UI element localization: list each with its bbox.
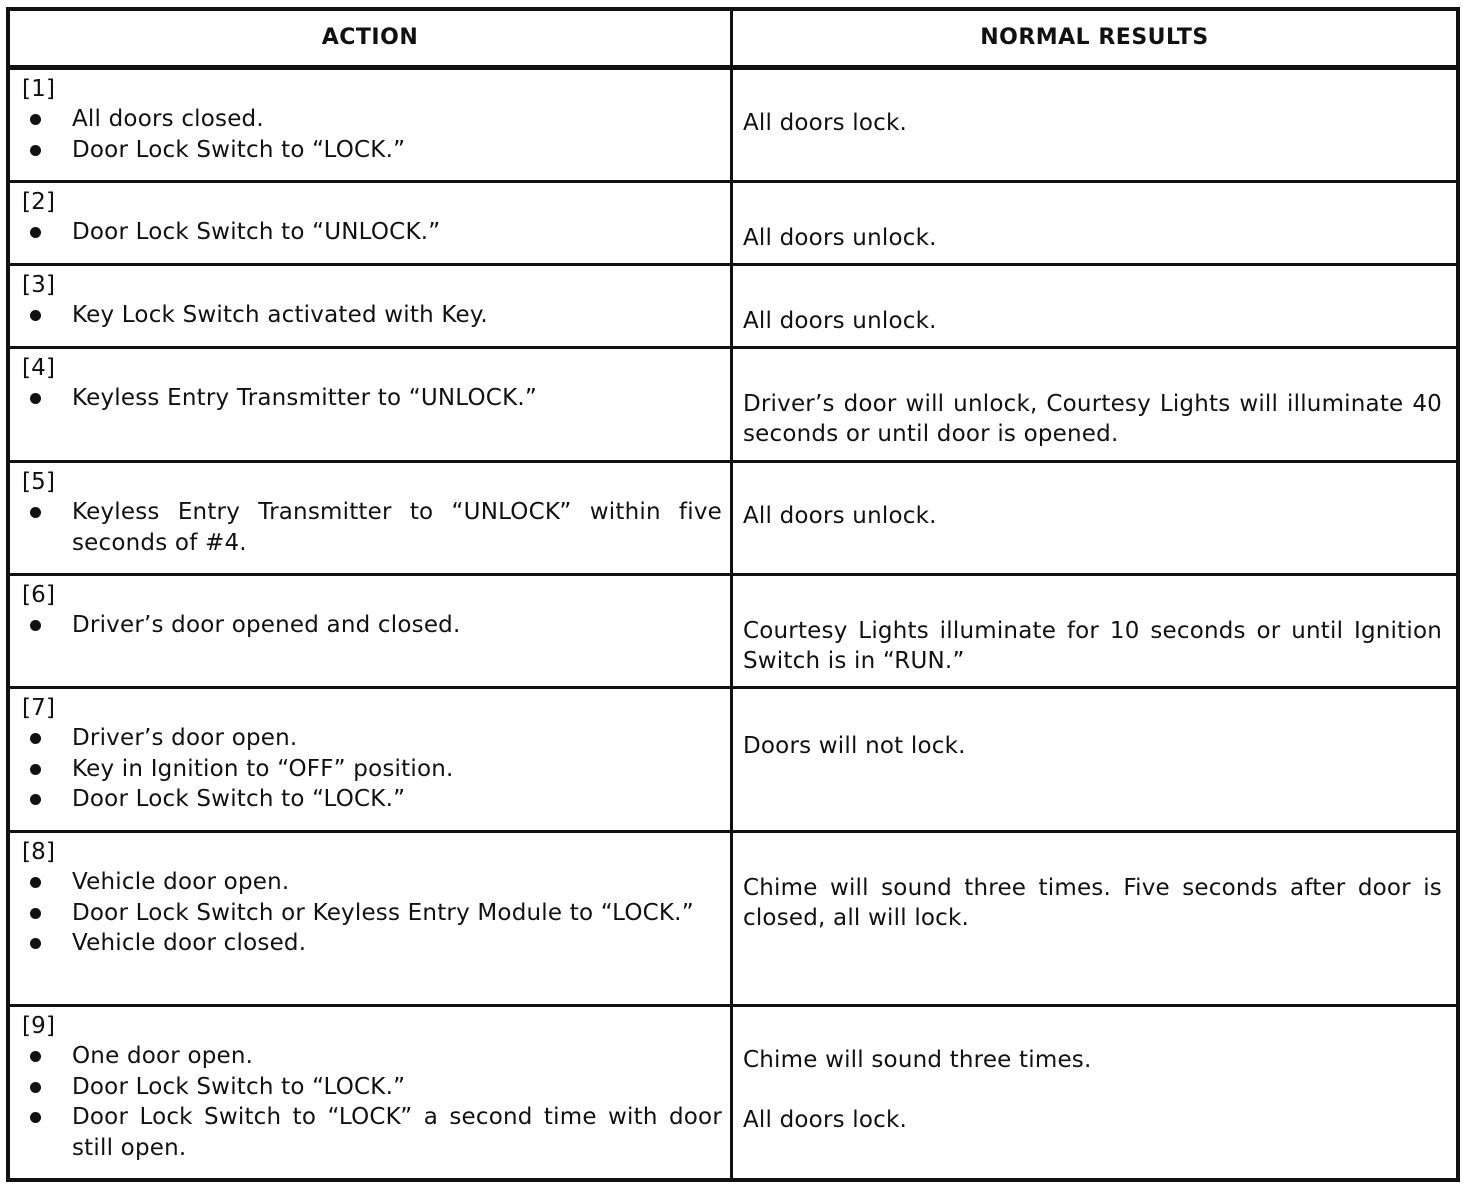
result-cell [731,264,1458,347]
result-cell [731,461,1458,574]
bullet-dot-icon [30,310,41,321]
action-item: Vehicle door closed. [22,928,722,959]
action-cell [8,67,731,181]
action-item: Keyless Entry Transmitter to “UNLOCK.” [22,383,722,414]
action-item: One door open. [22,1041,722,1072]
table-row [8,687,1458,831]
bullet-dot-icon [30,1082,41,1093]
step-number: [2] [22,188,56,215]
bullet-dot-icon [30,393,41,404]
action-list [22,217,722,248]
result-cell [731,574,1458,687]
result-text: Courtesy Lights illuminate for 10 seconds or until Ignition Switch is in “RUN.” [742,617,1442,674]
result-cell [731,687,1458,831]
bullet-dot-icon [30,227,41,238]
table-row [8,461,1458,574]
bullet-dot-icon [30,733,41,744]
action-cell [8,264,731,347]
action-cell [8,1005,731,1180]
result-text: All doors lock. [742,109,908,136]
action-list [22,610,722,641]
table-row [8,574,1458,687]
action-item: Vehicle door open. [22,867,722,898]
action-list [22,867,722,959]
step-number: [4] [22,354,56,381]
result-text: All doors unlock. [742,502,937,529]
action-cell [8,687,731,831]
action-item: All doors closed. [22,104,722,135]
action-item: Driver’s door open. [22,723,722,754]
action-cell [8,831,731,1005]
result-cell [731,1005,1458,1180]
table-row [8,181,1458,264]
result-text: Chime will sound three times. Five seconds after door is closed, all will lock. [742,874,1442,931]
action-item: Door Lock Switch to “LOCK.” [22,135,722,166]
action-item: Door Lock Switch or Keyless Entry Module to “LOCK.” [22,898,722,929]
action-item: Keyless Entry Transmitter to “UNLOCK” within five seconds of #4. [22,497,722,558]
step-number: [6] [22,581,56,608]
step-number: [7] [22,694,56,721]
table-row [8,347,1458,461]
bullet-dot-icon [30,877,41,888]
result-text: Chime will sound three times. [742,1046,1092,1073]
results-column-header: NORMAL RESULTS [731,9,1458,67]
action-item: Door Lock Switch to “LOCK.” [22,1072,722,1103]
bullet-dot-icon [30,908,41,919]
action-cell [8,181,731,264]
bullet-dot-icon [30,1051,41,1062]
action-list [22,1041,722,1163]
table-row [8,67,1458,181]
bullet-dot-icon [30,620,41,631]
bullet-dot-icon [30,938,41,949]
action-item: Key Lock Switch activated with Key. [22,300,722,331]
bullet-dot-icon [30,794,41,805]
table-row [8,264,1458,347]
bullet-dot-icon [30,1112,41,1123]
bullet-dot-icon [30,764,41,775]
result-cell [731,347,1458,461]
action-column-header: ACTION [8,9,731,67]
table-row [8,1005,1458,1180]
door-lock-test-table [6,7,1460,1182]
result-cell [731,67,1458,181]
action-item: Door Lock Switch to “LOCK” a second time with door still open. [22,1102,722,1163]
step-number: [1] [22,75,56,102]
bullet-dot-icon [30,145,41,156]
action-item: Driver’s door opened and closed. [22,610,722,641]
bullet-dot-icon [30,507,41,518]
result-text: Driver’s door will unlock, Courtesy Lights will illuminate 40 seconds or until door is opened. [742,390,1442,447]
action-list [22,383,722,414]
step-number: [8] [22,838,56,865]
header-row [8,9,1458,67]
result-text: All doors unlock. [742,307,937,334]
action-list [22,723,722,815]
action-cell [8,574,731,687]
table-row [8,831,1458,1005]
action-cell [8,347,731,461]
result-text: All doors lock. [742,1107,908,1133]
step-number: [5] [22,468,56,495]
bullet-dot-icon [30,114,41,125]
result-cell [731,181,1458,264]
action-list [22,300,722,331]
action-item: Key in Ignition to “OFF” position. [22,754,722,785]
step-number: [3] [22,271,56,298]
action-list [22,497,722,558]
action-item: Door Lock Switch to “LOCK.” [22,784,722,815]
result-text: Doors will not lock. [742,732,966,759]
result-text: All doors unlock. [742,224,937,251]
result-cell [731,831,1458,1005]
action-list [22,104,722,165]
action-cell [8,461,731,574]
action-item: Door Lock Switch to “UNLOCK.” [22,217,722,248]
step-number: [9] [22,1012,56,1039]
